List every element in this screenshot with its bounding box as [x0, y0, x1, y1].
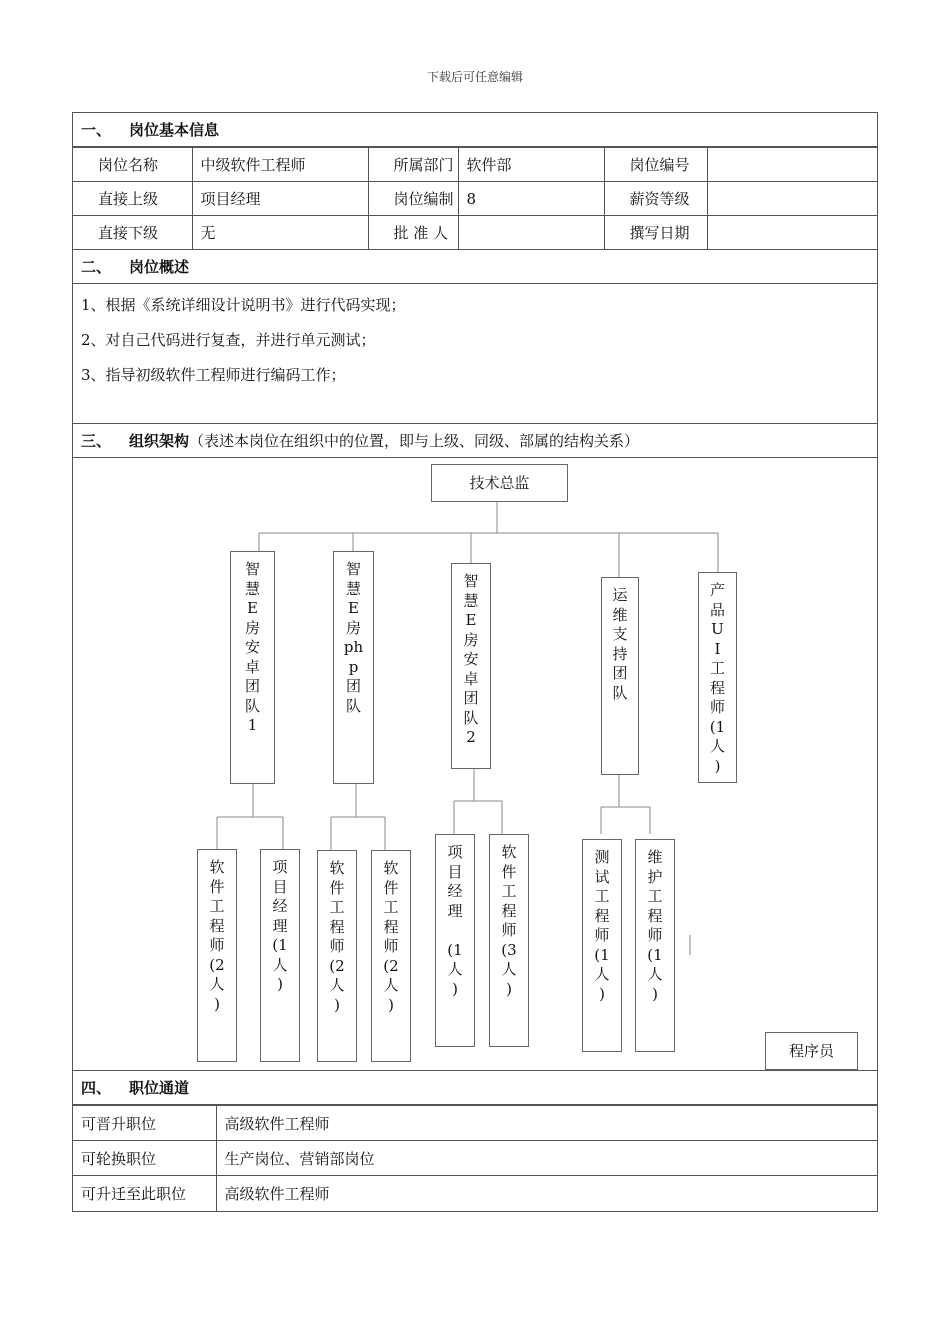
- org-box-char: 团: [345, 677, 361, 695]
- org-box-char: 人: [209, 975, 225, 993]
- org-box-char: 工: [647, 887, 663, 905]
- path-label: 可轮换职位: [73, 1141, 216, 1176]
- org-box-char: 慧: [463, 591, 479, 610]
- org-chart: [73, 458, 877, 1071]
- org-box-char: ): [506, 979, 512, 998]
- path-label: 可升迁至此职位: [73, 1176, 216, 1211]
- org-box-char: 程: [594, 906, 610, 925]
- org-box-char: 程: [209, 916, 225, 935]
- org-sub-box: [435, 834, 475, 1047]
- org-box-char: 件: [209, 877, 225, 896]
- section-title: 组织架构: [129, 432, 190, 450]
- org-box-char: (2: [209, 955, 225, 974]
- org-box-char: U: [711, 620, 724, 638]
- org-box-char: 件: [383, 878, 399, 897]
- org-box-char: E: [465, 611, 477, 629]
- org-box-char: ): [214, 994, 220, 1013]
- org-sub-box: [635, 839, 675, 1052]
- section-title: 职位通道: [129, 1079, 190, 1097]
- org-team-box: [698, 572, 737, 783]
- org-box-char: ph: [343, 638, 364, 656]
- org-box-char: 项: [447, 843, 463, 861]
- org-box-char: (1: [647, 945, 663, 964]
- org-box-char: 师: [383, 937, 399, 955]
- info-value: 中级软件工程师: [192, 148, 368, 182]
- org-box-char: 工: [501, 882, 517, 900]
- org-box-char: 软: [501, 843, 517, 861]
- org-box-char: 件: [501, 862, 517, 881]
- org-box-char: ): [452, 979, 458, 998]
- info-value: [458, 216, 604, 250]
- org-box-char: 工: [329, 898, 345, 916]
- org-box-char: 维: [612, 605, 628, 624]
- overview-text: [73, 284, 877, 424]
- org-box-char: ): [334, 995, 340, 1014]
- section-basic-info-title: [73, 113, 877, 147]
- org-box-char: 人: [383, 976, 399, 994]
- org-box-char: 安: [463, 650, 479, 668]
- org-box-char: (2: [329, 956, 345, 975]
- org-box-char: 1: [247, 716, 258, 734]
- org-box-char: (2: [383, 956, 399, 975]
- org-box-char: 工: [209, 897, 225, 915]
- info-label: 直接上级: [73, 182, 192, 216]
- org-box-char: 目: [272, 877, 288, 896]
- org-box-char: 程: [383, 917, 399, 936]
- header-note: 下载后可任意编辑: [426, 70, 523, 84]
- info-label: 岗位编制: [368, 182, 458, 216]
- org-box-char: 安: [244, 638, 260, 656]
- org-box-char: 维: [647, 848, 663, 866]
- org-box-char: (1: [447, 940, 463, 959]
- org-box-char: 持: [612, 644, 628, 663]
- org-box-char: 人: [501, 960, 517, 978]
- info-row: [73, 182, 877, 216]
- org-box-char: 品: [709, 600, 725, 619]
- org-box-char: 师: [501, 921, 517, 939]
- section-overview-title: [73, 250, 877, 284]
- section-title: 岗位概述: [129, 258, 190, 276]
- path-row: [73, 1176, 877, 1211]
- org-box-char: ): [652, 984, 658, 1003]
- org-sub-box: [197, 849, 237, 1062]
- org-box-char: ): [388, 995, 394, 1014]
- section-org-title: [73, 424, 877, 458]
- org-sub-box: [489, 834, 529, 1047]
- org-box-char: 程: [647, 906, 663, 925]
- info-label: 直接下级: [73, 216, 192, 250]
- org-team-box: [601, 577, 639, 775]
- org-box-char: 2: [466, 728, 476, 746]
- org-box-char: 经: [447, 882, 463, 900]
- info-label: 所属部门: [368, 148, 458, 182]
- org-box-char: E: [247, 599, 258, 617]
- info-label: 薪资等级: [604, 182, 707, 216]
- org-box-char: 软: [383, 859, 399, 877]
- org-box-char: 理: [272, 916, 288, 935]
- path-value: 生产岗位、营销部岗位: [216, 1141, 877, 1176]
- section-number: 二、: [81, 258, 112, 276]
- org-box-char: 产: [709, 581, 725, 599]
- org-sub-box: [317, 850, 357, 1062]
- org-box-char: ): [277, 975, 283, 993]
- info-value: 软件部: [458, 148, 604, 182]
- section-number: 三、: [81, 432, 112, 450]
- section-career-path-title: [73, 1071, 877, 1105]
- org-box-char: 试: [594, 867, 610, 886]
- org-programmer-box: 程序员: [765, 1032, 858, 1070]
- job-description-form: [72, 112, 878, 1212]
- org-box-char: 件: [329, 878, 345, 897]
- org-box-char: p: [348, 657, 359, 676]
- info-row: [73, 216, 877, 250]
- info-value: [707, 148, 877, 182]
- org-box-char: 测: [594, 848, 610, 866]
- org-box-char: (1: [272, 936, 288, 954]
- path-value: 高级软件工程师: [216, 1106, 877, 1141]
- org-box-char: 房: [463, 630, 479, 649]
- org-box-char: 团: [244, 677, 260, 695]
- org-box-char: E: [348, 599, 359, 617]
- org-team-box: [230, 551, 275, 784]
- org-box-char: 慧: [345, 579, 361, 598]
- org-box-char: 支: [612, 625, 628, 643]
- career-path-table: [73, 1105, 877, 1211]
- section-number: 四、: [81, 1079, 112, 1097]
- org-sub-box: [582, 839, 622, 1052]
- org-box-char: 队: [244, 696, 260, 715]
- info-value: 无: [192, 216, 368, 250]
- org-box-char: 师: [709, 698, 725, 716]
- org-box-char: 项: [272, 858, 288, 876]
- org-box-char: 工: [709, 659, 725, 677]
- org-box-char: 师: [209, 936, 225, 954]
- overview-line: 2、对自己代码进行复查，并进行单元测试；: [81, 331, 376, 349]
- org-box-char: 师: [594, 926, 610, 944]
- section-title: 岗位基本信息: [129, 121, 220, 139]
- path-row: [73, 1106, 877, 1141]
- org-box-char: 队: [463, 708, 479, 727]
- path-value: 高级软件工程师: [216, 1176, 877, 1211]
- org-box-char: 人: [709, 737, 725, 755]
- org-box-char: 程: [501, 901, 517, 920]
- info-value: [707, 216, 877, 250]
- section-note: （表述本岗位在组织中的位置，即与上级、同级、部属的结构关系）: [189, 432, 640, 450]
- org-box-char: 人: [272, 955, 288, 974]
- info-value: 8: [458, 182, 604, 216]
- org-box-char: 队: [345, 696, 361, 715]
- org-sub-box: [260, 849, 300, 1062]
- info-value: 项目经理: [192, 182, 368, 216]
- org-box-char: 师: [647, 926, 663, 944]
- org-box-char: 目: [447, 862, 463, 881]
- org-box-char: 智: [463, 572, 479, 590]
- path-label: 可晋升职位: [73, 1106, 216, 1141]
- org-box-char: 程: [709, 678, 725, 697]
- org-box-char: 房: [244, 618, 260, 637]
- org-box-char: 房: [345, 618, 361, 637]
- org-box-char: (1: [709, 717, 726, 736]
- info-label: 批 准 人: [368, 216, 458, 250]
- org-box-char: 经: [272, 897, 288, 915]
- org-box-char: 软: [209, 858, 225, 876]
- org-box-char: 人: [447, 960, 463, 978]
- org-box-char: 队: [612, 683, 628, 702]
- info-value: [707, 182, 877, 216]
- org-box-char: 卓: [244, 657, 260, 676]
- org-sub-box: [371, 850, 411, 1062]
- org-box-char: [436, 921, 474, 941]
- org-box-char: I: [714, 639, 721, 658]
- path-row: [73, 1141, 877, 1176]
- org-box-char: (3: [501, 940, 517, 959]
- org-box-char: ): [599, 984, 605, 1003]
- org-box-char: 理: [447, 901, 463, 920]
- org-team-box: [333, 551, 374, 784]
- overview-line: 1、根据《系统详细设计说明书》进行代码实现；: [81, 296, 406, 314]
- org-box-char: 人: [647, 965, 663, 983]
- org-box-char: 人: [329, 976, 345, 994]
- org-box-char: 运: [612, 586, 628, 604]
- org-box-char: 智: [244, 560, 260, 578]
- section-number: 一、: [81, 121, 112, 139]
- org-team-box: [451, 563, 491, 769]
- org-box-char: 团: [463, 689, 479, 707]
- org-box-char: 慧: [244, 579, 260, 598]
- org-box-char: 工: [594, 887, 610, 905]
- org-box-char: 智: [345, 560, 361, 578]
- org-box-char: ): [714, 756, 721, 775]
- org-box-char: 人: [594, 965, 610, 983]
- org-box-char: 师: [329, 937, 345, 955]
- org-box-char: 软: [329, 859, 345, 877]
- info-row: [73, 148, 877, 182]
- org-box-char: 程: [329, 917, 345, 936]
- overview-line: 3、指导初级软件工程师进行编码工作；: [81, 366, 346, 384]
- org-box-char: 工: [383, 898, 399, 916]
- basic-info-table: [73, 147, 877, 250]
- org-box-char: 卓: [463, 669, 479, 688]
- info-label: 岗位名称: [73, 148, 192, 182]
- info-label: 岗位编号: [604, 148, 707, 182]
- info-label: 撰写日期: [604, 216, 707, 250]
- org-box-char: 护: [647, 867, 663, 886]
- org-box-char: 团: [612, 664, 628, 682]
- org-box-char: (1: [594, 945, 610, 964]
- org-top-box: 技术总监: [431, 464, 568, 502]
